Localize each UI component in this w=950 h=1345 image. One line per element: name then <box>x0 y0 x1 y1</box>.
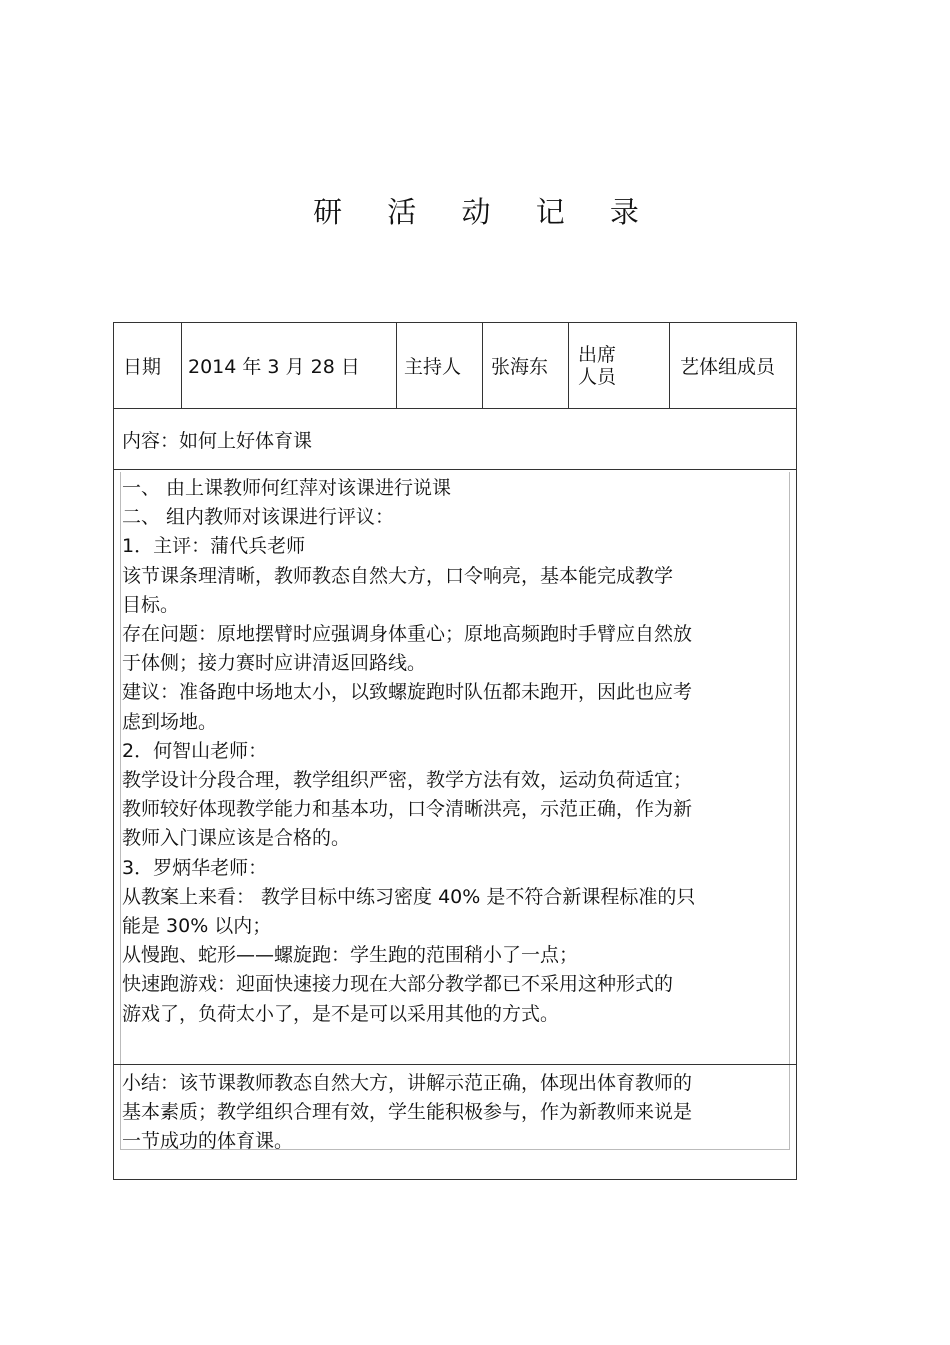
body-line: 建议：准备跑中场地太小，以致螺旋跑时队伍都未跑开，因此也应考 <box>122 681 693 704</box>
discussion-section <box>114 470 796 1065</box>
attendees-label-line1: 出席 <box>578 343 617 366</box>
summary-line: 小结：该节课教师教态自然大方，讲解示范正确，体现出体育教师的 <box>122 1072 693 1094</box>
host-label: 主持人 <box>404 356 462 378</box>
summary-line: 基本素质；教学组织合理有效，学生能积极参与，作为新教师来说是 <box>122 1101 693 1124</box>
body-line: 存在问题：原地摆臂时应强调身体重心；原地高频跑时手臂应自然放 <box>122 623 693 646</box>
attendees-value-cell <box>670 323 796 408</box>
body-line: 1．主评：蒲代兵老师 <box>122 535 306 558</box>
host-label-cell <box>397 323 483 408</box>
date-label: 日期 <box>123 356 162 378</box>
date-value: 2014 年 3 月 28 日 <box>188 356 360 378</box>
body-line: 教学设计分段合理，教学组织严密，教学方法有效，运动负荷适宜； <box>122 769 693 792</box>
content-row <box>114 409 796 470</box>
summary-text <box>122 1069 782 1157</box>
attendees-label-line2: 人员 <box>578 365 617 388</box>
date-value-cell <box>182 323 397 408</box>
body-line: 于体侧；接力赛时应讲清返回路线。 <box>122 652 427 675</box>
body-line: 2．何智山老师： <box>122 739 268 762</box>
body-line: 目标。 <box>122 593 180 616</box>
body-line: 游戏了，负荷太小了，是不是可以采用其他的方式。 <box>122 1002 560 1025</box>
date-label-cell <box>114 323 182 408</box>
header-row <box>114 323 796 409</box>
body-line: 3．罗炳华老师： <box>122 856 268 879</box>
attendees-label-cell <box>569 323 670 408</box>
summary-line: 一节成功的体育课。 <box>122 1130 294 1153</box>
record-table <box>113 322 797 1180</box>
body-line: 从慢跑、蛇形——螺旋跑：学生跑的范围稍小了一点； <box>122 944 579 967</box>
body-line: 该节课条理清晰，教师教态自然大方，口令响亮，基本能完成教学 <box>122 564 674 587</box>
body-line: 一、 由上课教师何红萍对该课进行说课 <box>122 477 452 499</box>
host-value-cell <box>483 323 569 408</box>
body-line: 从教案上来看： 教学目标中练习密度 40% 是不符合新课程标准的只 <box>122 885 696 908</box>
body-line: 二、 组内教师对该课进行评议： <box>122 506 395 529</box>
body-line: 能是 30% 以内； <box>122 915 272 938</box>
document-title: 研 活 动 记 录 <box>313 195 657 229</box>
body-line: 教师入门课应该是合格的。 <box>122 827 351 850</box>
discussion-text <box>122 474 782 1029</box>
body-line: 虑到场地。 <box>122 710 218 733</box>
content-topic: 内容：如何上好体育课 <box>122 429 313 452</box>
attendees-value: 艺体组成员 <box>680 356 776 378</box>
body-line: 教师较好体现教学能力和基本功，口令清晰洪亮，示范正确，作为新 <box>122 798 693 821</box>
body-line: 快速跑游戏：迎面快速接力现在大部分教学都已不采用这种形式的 <box>122 973 674 996</box>
summary-section <box>114 1065 796 1178</box>
host-value: 张海东 <box>491 356 549 378</box>
